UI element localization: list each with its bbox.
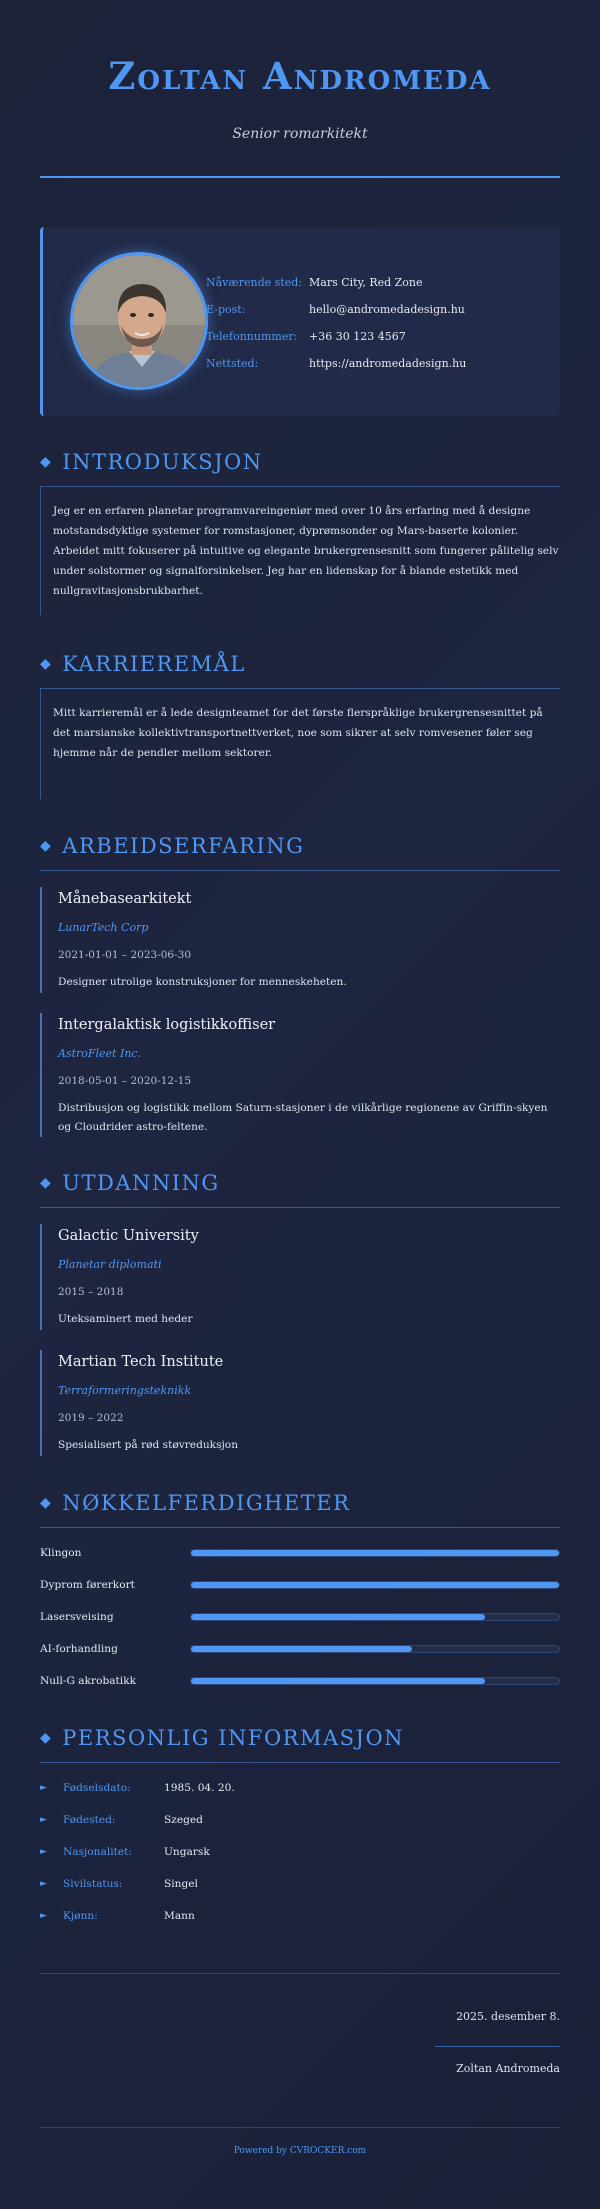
entry-desc: Designer utrolige konstruksjoner for menneskeheten. bbox=[58, 976, 347, 988]
skill-name: Klingon bbox=[40, 1547, 82, 1559]
skill-bar bbox=[190, 1549, 560, 1557]
job-title: Senior romarkitekt bbox=[232, 126, 368, 142]
entry-field: Planetar diplomati bbox=[58, 1258, 162, 1271]
signature-name: Zoltan Andromeda bbox=[456, 2062, 560, 2075]
education-title: UTDANNING bbox=[62, 1171, 220, 1195]
diamond-icon: ◆ bbox=[40, 1175, 53, 1191]
website-link[interactable]: https://andromedadesign.hu bbox=[309, 357, 467, 370]
skill-name: AI-forhandling bbox=[40, 1643, 118, 1655]
avatar bbox=[70, 252, 208, 390]
skill-row bbox=[40, 1633, 560, 1665]
arrow-right-icon: ► bbox=[40, 1815, 47, 1825]
skill-name: Lasersveising bbox=[40, 1611, 114, 1623]
skill-name: Dyprom førerkort bbox=[40, 1579, 135, 1591]
goal-title: KARRIEREMÅL bbox=[62, 652, 246, 676]
section-divider bbox=[40, 1762, 560, 1763]
personal-label: Fødested: bbox=[63, 1814, 116, 1826]
phone-link[interactable]: +36 30 123 4567 bbox=[309, 330, 406, 343]
arrow-right-icon: ► bbox=[40, 1783, 47, 1793]
section-heading bbox=[40, 1723, 560, 1753]
skill-bar bbox=[190, 1645, 560, 1653]
skills-section bbox=[40, 1488, 560, 1697]
personal-section bbox=[40, 1723, 560, 1932]
email-link[interactable]: hello@andromedadesign.hu bbox=[309, 303, 465, 316]
arrow-right-icon: ► bbox=[40, 1847, 47, 1857]
experience-entry bbox=[40, 1013, 560, 1137]
diamond-icon: ◆ bbox=[40, 656, 53, 672]
powered-divider bbox=[40, 2127, 560, 2128]
arrow-right-icon: ► bbox=[40, 1911, 47, 1921]
signature-line bbox=[435, 2046, 560, 2047]
education-entry bbox=[40, 1350, 560, 1456]
entry-date: 2021-01-01 – 2023-06-30 bbox=[58, 949, 192, 961]
entry-field: Terraformeringsteknikk bbox=[58, 1384, 192, 1397]
skill-bar bbox=[190, 1581, 560, 1589]
footer-divider bbox=[40, 1973, 560, 1974]
contact-label: E-post: bbox=[206, 303, 246, 316]
personal-row bbox=[40, 1804, 560, 1836]
personal-value: Ungarsk bbox=[164, 1846, 210, 1858]
skill-bar bbox=[190, 1613, 560, 1621]
entry-desc: Distribusjon og logistikk mellom Saturn-stasjoner i de vilkårlige regionene av Griffin-skyen og Cloudrider astro-feltene. bbox=[58, 1102, 548, 1133]
entry-school: Galactic University bbox=[58, 1228, 199, 1244]
section-divider bbox=[40, 1527, 560, 1528]
diamond-icon: ◆ bbox=[40, 1495, 53, 1511]
diamond-icon: ◆ bbox=[40, 838, 53, 854]
personal-value: 1985. 04. 20. bbox=[164, 1782, 235, 1794]
entry-date: 2019 – 2022 bbox=[58, 1412, 124, 1424]
education-section bbox=[40, 1168, 560, 1456]
entry-date: 2015 – 2018 bbox=[58, 1286, 124, 1298]
person-name: Zoltan Andromeda bbox=[108, 54, 492, 98]
signature-date: 2025. desember 8. bbox=[456, 2010, 560, 2023]
contact-email bbox=[206, 296, 466, 323]
contact-label: Nettsted: bbox=[206, 357, 259, 370]
section-heading bbox=[40, 831, 560, 861]
experience-section bbox=[40, 831, 560, 1137]
entry-school: Martian Tech Institute bbox=[58, 1354, 224, 1370]
section-heading bbox=[40, 649, 560, 679]
intro-section bbox=[40, 447, 560, 615]
entry-date: 2018-05-01 – 2020-12-15 bbox=[58, 1075, 192, 1087]
goal-section bbox=[40, 649, 560, 799]
section-divider bbox=[40, 1207, 560, 1208]
contact-value: Mars City, Red Zone bbox=[309, 276, 423, 289]
personal-label: Nasjonalitet: bbox=[63, 1846, 132, 1858]
header-divider bbox=[40, 176, 560, 178]
section-heading bbox=[40, 447, 560, 477]
personal-list bbox=[40, 1772, 560, 1932]
entry-org: AstroFleet Inc. bbox=[58, 1047, 142, 1060]
education-entry bbox=[40, 1224, 560, 1330]
contact-card bbox=[40, 227, 560, 416]
contact-phone bbox=[206, 323, 466, 350]
personal-row bbox=[40, 1868, 560, 1900]
skill-row bbox=[40, 1601, 560, 1633]
experience-entry bbox=[40, 887, 560, 993]
personal-title: PERSONLIG INFORMASJON bbox=[62, 1726, 405, 1750]
contact-label: Nåværende sted: bbox=[206, 276, 302, 289]
personal-row bbox=[40, 1900, 560, 1932]
personal-value: Singel bbox=[164, 1878, 198, 1890]
skill-bar-fill bbox=[191, 1550, 559, 1556]
entry-role: Intergalaktisk logistikkoffiser bbox=[58, 1017, 276, 1033]
section-heading bbox=[40, 1488, 560, 1518]
skill-bar bbox=[190, 1677, 560, 1685]
portrait-image bbox=[73, 255, 208, 390]
personal-label: Sivilstatus: bbox=[63, 1878, 123, 1890]
section-heading bbox=[40, 1168, 560, 1198]
skill-bar-fill bbox=[191, 1582, 559, 1588]
skill-bar-fill bbox=[191, 1614, 485, 1620]
diamond-icon: ◆ bbox=[40, 1730, 53, 1746]
skills-title: NØKKELFERDIGHETER bbox=[62, 1491, 351, 1515]
goal-text: Mitt karrieremål er å lede designteamet for det første flerspråklige brukergrensesnittet på det marsianske kollektivtransportnettverket, noe som sikrer at selv romvesener føler seg hjemme når de pendler mellom sektorer. bbox=[40, 689, 560, 799]
powered-by-link[interactable]: Powered by CVROCKER.com bbox=[233, 2146, 367, 2156]
skill-bar-fill bbox=[191, 1678, 485, 1684]
contact-location bbox=[206, 269, 466, 296]
skill-bar-fill bbox=[191, 1646, 412, 1652]
cv-header bbox=[40, 0, 560, 178]
diamond-icon: ◆ bbox=[40, 454, 53, 470]
entry-role: Månebasearkitekt bbox=[58, 891, 192, 907]
entry-org: LunarTech Corp bbox=[58, 921, 149, 934]
personal-value: Szeged bbox=[164, 1814, 203, 1826]
contact-label: Telefonnummer: bbox=[206, 330, 298, 343]
intro-title: INTRODUKSJON bbox=[62, 450, 263, 474]
personal-value: Mann bbox=[164, 1910, 195, 1922]
contact-list bbox=[206, 269, 466, 377]
skill-row bbox=[40, 1537, 560, 1569]
contact-website bbox=[206, 350, 466, 377]
section-divider bbox=[40, 870, 560, 871]
arrow-right-icon: ► bbox=[40, 1879, 47, 1889]
intro-text: Jeg er en erfaren planetar programvareingeniør med over 10 års erfaring med å designe motstandsdyktige systemer for romstasjoner, dyprømsonder og Mars-baserte kolonier. Arbeidet mitt fokuserer på intuitive og elegante brukergrensesnitt som fungerer pålitelig selv under solstormer og signalforsinkelser. Jeg har en lidenskap for å blande estetikk med nullgravitasjonsbrukbarhet. bbox=[40, 487, 560, 615]
skill-name: Null-G akrobatikk bbox=[40, 1675, 137, 1687]
experience-title: ARBEIDSERFARING bbox=[62, 834, 305, 858]
skill-row bbox=[40, 1569, 560, 1601]
personal-label: Kjønn: bbox=[63, 1910, 98, 1922]
skills-list bbox=[40, 1537, 560, 1697]
entry-desc: Spesialisert på rød støvreduksjon bbox=[58, 1439, 239, 1451]
personal-label: Fødselsdato: bbox=[63, 1782, 131, 1794]
personal-row bbox=[40, 1836, 560, 1868]
personal-row bbox=[40, 1772, 560, 1804]
entry-desc: Uteksaminert med heder bbox=[58, 1313, 193, 1325]
skill-row bbox=[40, 1665, 560, 1697]
